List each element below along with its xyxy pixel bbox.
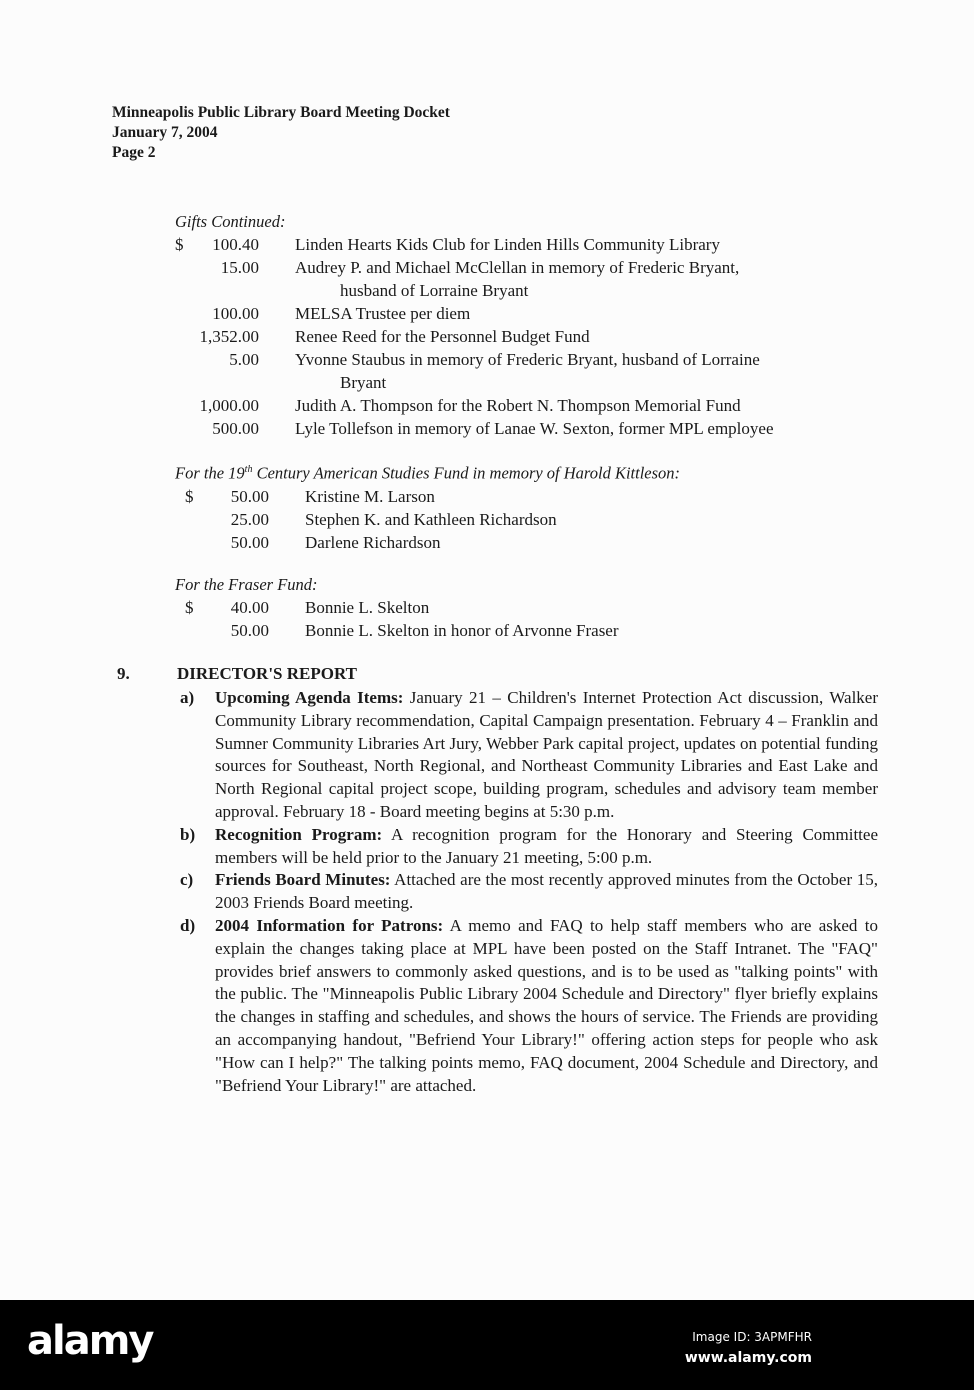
- currency-sign: [175, 417, 193, 440]
- gift-description: [295, 302, 870, 325]
- watermark-bar: [0, 1300, 974, 1390]
- image-id: Image ID: 3APMFHR: [692, 1330, 812, 1344]
- gift-description: [305, 531, 880, 554]
- item-text: [215, 869, 878, 915]
- gift-amount: 1,000.00: [199, 396, 259, 415]
- gift-donor: Yvonne Staubus in memory of Frederic Bryant, husband of Lorraine: [295, 350, 760, 369]
- currency-sign: [175, 256, 193, 302]
- item-label: d): [180, 915, 196, 935]
- gift-donor: Linden Hearts Kids Club for Linden Hills Community Library: [295, 235, 720, 254]
- gift-description-continued: husband of Lorraine Bryant: [340, 281, 529, 300]
- currency-sign: [175, 325, 193, 348]
- item-title: Friends Board Minutes:: [215, 870, 391, 890]
- gift-description: [295, 233, 870, 256]
- document-header: [112, 103, 450, 163]
- century-fund-heading: For the 19th Century American Studies Fund in memory of Harold Kittleson:: [175, 463, 681, 483]
- century-fund-section: [175, 458, 880, 554]
- gift-donor: Renee Reed for the Personnel Budget Fund: [295, 327, 590, 346]
- gift-description: [295, 325, 870, 348]
- gift-description: [295, 394, 870, 417]
- currency-sign: [185, 508, 203, 531]
- gift-donor: MELSA Trustee per diem: [295, 304, 471, 323]
- item-label: b): [180, 824, 196, 844]
- currency-sign: $: [185, 598, 194, 617]
- gift-amount: 50.00: [230, 532, 269, 552]
- gift-description: [305, 596, 880, 619]
- currency-sign: [175, 394, 193, 417]
- item-body: January 21 – Children's Internet Protection Act discussion, Walker Community Library recommendation, Capital Campaign presentation. February 4 – Franklin and Sumner Community Libraries Art Jury, Webber Park capital project, updates on potential funding sources for Southeast, North Regional, and Northeast Community Libraries and East Lake and North Regional capital project scope, building program, schedules and advisory team member approval. February 18 - Board meeting begins at 5:30 p.m.: [215, 688, 879, 821]
- currency-sign: $: [185, 486, 194, 506]
- currency-sign: [185, 531, 203, 554]
- gift-description: [295, 256, 870, 302]
- gift-amount: 50.00: [230, 486, 269, 506]
- item-title: 2004 Information for Patrons:: [215, 915, 444, 935]
- report-item: [180, 824, 880, 870]
- currency-sign: [175, 302, 193, 325]
- report-item: [180, 869, 880, 915]
- gift-donor: Judith A. Thompson for the Robert N. Thompson Memorial Fund: [295, 396, 741, 415]
- item-title: Upcoming Agenda Items:: [215, 688, 404, 707]
- header-date: January 7, 2004: [112, 124, 218, 141]
- gift-row: [185, 508, 880, 531]
- item-label: a): [180, 688, 195, 707]
- report-item: [180, 915, 880, 1097]
- gift-amount: 25.00: [230, 509, 269, 529]
- fraser-fund-section: [175, 573, 880, 642]
- gift-donor: Darlene Richardson: [305, 532, 441, 552]
- gift-row: [175, 325, 870, 348]
- item-body: A memo and FAQ to help staff members who are asked to explain the changes taking place at MPL have been posted on the Staff Intranet. The "FAQ" provides brief answers to commonly asked questions, and is to be used as "talking points" with the public. The "Minneapolis Public Library 2004 Schedule and Directory" flyer briefly explains the changes in staffing and schedules, and shows the hours of service. The Friends are providing an accompanying handout, "Befriend Your Library!" offering action steps for people who ask "How can I help?" The talking points memo, FAQ document, 2004 Schedule and Directory, and "Befriend Your Library!" are attached.: [215, 915, 878, 1095]
- gift-row: [175, 394, 870, 417]
- gift-row: [175, 233, 870, 256]
- item-label: c): [180, 870, 194, 890]
- gift-donor: Bonnie L. Skelton in honor of Arvonne Fraser: [305, 621, 619, 640]
- item-text: [215, 915, 878, 1097]
- header-title: Minneapolis Public Library Board Meeting Docket: [112, 104, 450, 121]
- gift-description: [295, 348, 870, 394]
- gift-row: [185, 485, 880, 508]
- gift-row: [185, 531, 880, 554]
- gift-description-continued: Bryant: [340, 373, 387, 392]
- gift-amount: 40.00: [230, 598, 269, 617]
- gift-description: [305, 619, 880, 642]
- item-title: Recognition Program:: [215, 824, 383, 844]
- item-body: Attached are the most recently approved minutes from the October 15, 2003 Friends Board meeting.: [215, 870, 878, 913]
- gifts-section: [175, 210, 870, 440]
- section-number: 9.: [117, 664, 130, 683]
- gift-amount: 50.00: [230, 621, 269, 640]
- item-body: A recognition program for the Honorary and Steering Committee members will be held prior to the January 21 meeting, 5:00 p.m.: [215, 824, 878, 867]
- gift-donor: Stephen K. and Kathleen Richardson: [305, 509, 557, 529]
- gift-description: [305, 508, 880, 531]
- gift-description: [295, 417, 870, 440]
- gift-donor: Audrey P. and Michael McClellan in memory of Frederic Bryant,: [295, 258, 740, 277]
- item-text: [215, 687, 878, 824]
- gift-donor: Lyle Tollefson in memory of Lanae W. Sexton, former MPL employee: [295, 419, 774, 438]
- gift-amount: 1,352.00: [199, 327, 259, 346]
- gift-description: [305, 485, 880, 508]
- gift-amount: 100.40: [212, 235, 259, 254]
- currency-sign: $: [175, 235, 184, 254]
- gift-row: [175, 302, 870, 325]
- currency-sign: [185, 619, 203, 642]
- gift-donor: Kristine M. Larson: [305, 486, 435, 506]
- website: www.alamy.com: [684, 1350, 812, 1366]
- gifts-heading: Gifts Continued:: [175, 212, 286, 231]
- gift-donor: Bonnie L. Skelton: [305, 598, 430, 617]
- gift-amount: 100.00: [212, 304, 259, 323]
- gift-row: [175, 417, 870, 440]
- report-item: [180, 687, 880, 824]
- gift-row: [175, 348, 870, 394]
- header-page: Page 2: [112, 144, 156, 161]
- alamy-logo: alamy: [27, 1318, 153, 1364]
- currency-sign: [175, 348, 193, 394]
- fraser-fund-heading: For the Fraser Fund:: [175, 575, 318, 594]
- gift-amount: 500.00: [212, 419, 259, 438]
- gift-amount: 5.00: [229, 350, 259, 369]
- item-text: [215, 824, 878, 870]
- gift-row: [185, 619, 880, 642]
- gift-row: [175, 256, 870, 302]
- section-title: DIRECTOR'S REPORT: [177, 664, 357, 683]
- gift-row: [185, 596, 880, 619]
- gift-amount: 15.00: [220, 258, 259, 277]
